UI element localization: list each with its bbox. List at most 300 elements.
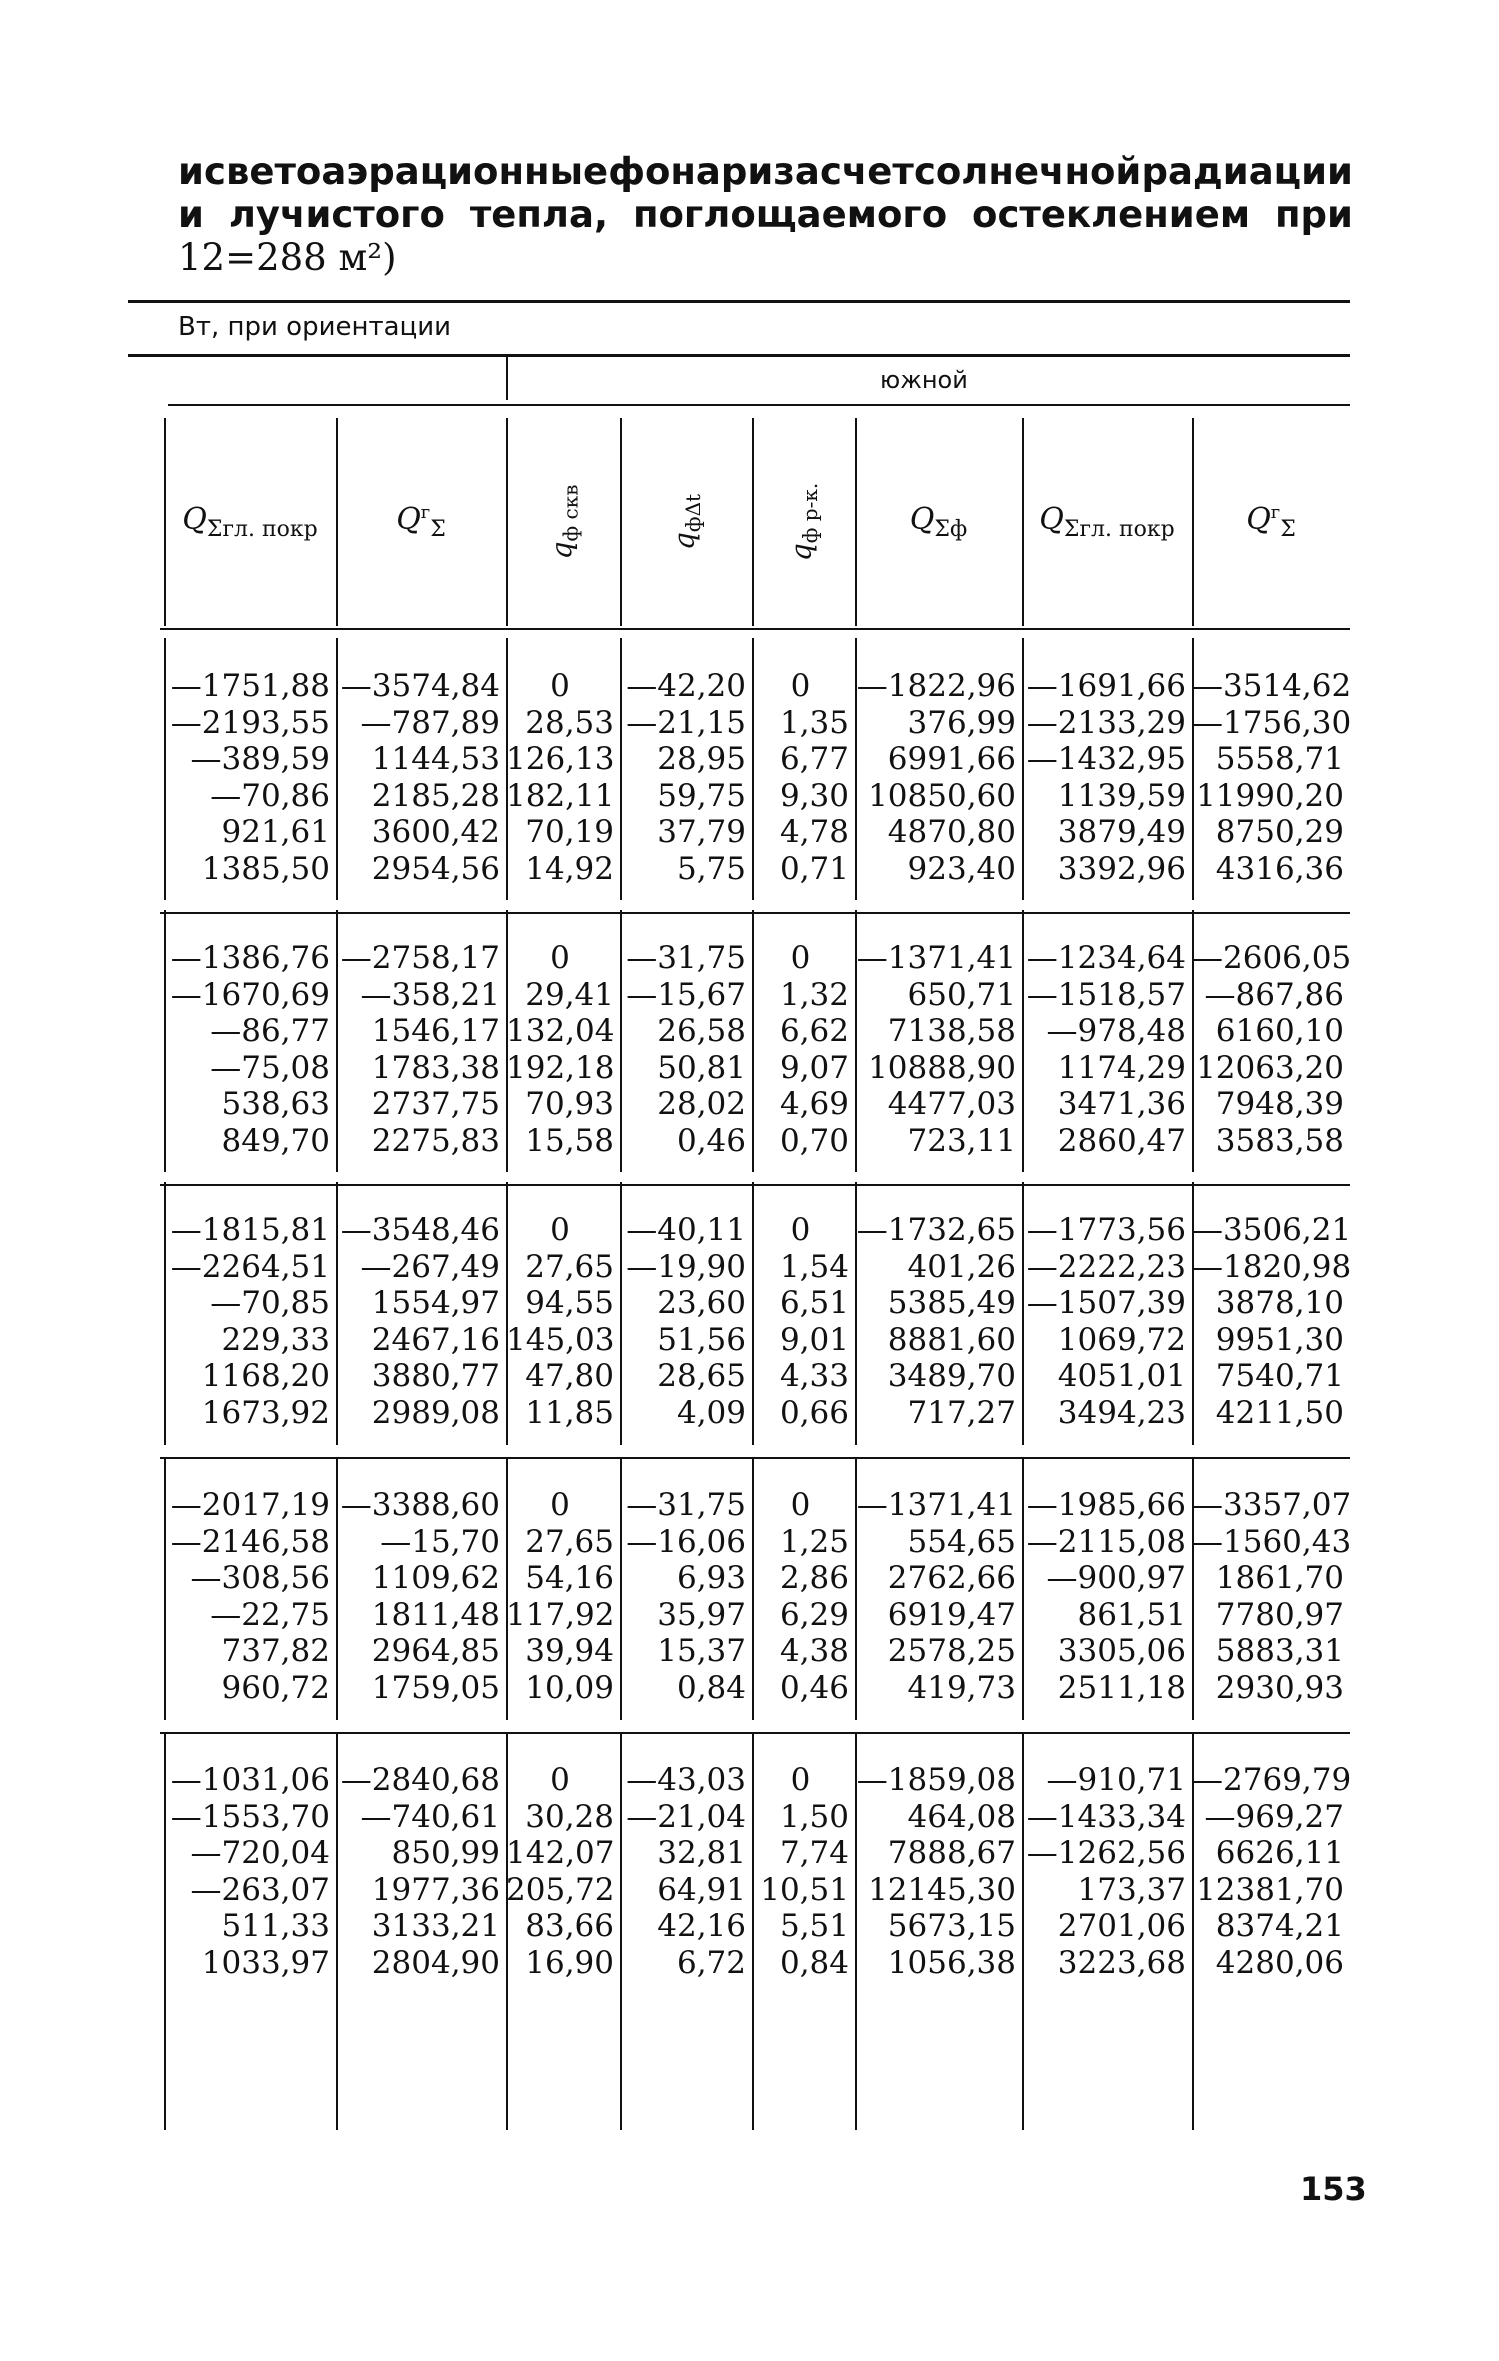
table-cell: 5,51 bbox=[779, 1908, 849, 1944]
table-cell: —70,86 bbox=[210, 777, 330, 814]
rule-header-bottom bbox=[160, 628, 1350, 630]
table-cell: 1977,36 bbox=[371, 1871, 500, 1908]
table-cell: 70,19 bbox=[525, 814, 614, 850]
table-cell: 14,92 bbox=[525, 850, 614, 887]
subscript-text: Σгл. покр bbox=[206, 517, 318, 542]
table-cell: 511,33 bbox=[221, 1908, 330, 1944]
table-cell: —1815,81 bbox=[170, 1212, 330, 1248]
table-cell: 1,32 bbox=[779, 976, 849, 1013]
table-cell: 28,95 bbox=[657, 741, 746, 777]
table-cell: 54,16 bbox=[525, 1560, 614, 1596]
table-cell: —3548,46 bbox=[340, 1212, 500, 1248]
caption-word: поглощаемого bbox=[632, 193, 948, 236]
table-cell: —1751,88 bbox=[170, 668, 330, 704]
table-cell: 126,13 bbox=[506, 741, 615, 777]
table-cell: 0 bbox=[550, 668, 570, 704]
table-cell: 4,33 bbox=[779, 1358, 849, 1394]
header-column-divider bbox=[620, 418, 622, 626]
subscript-text: фΔt bbox=[680, 493, 705, 533]
table-cell: —740,61 bbox=[360, 1798, 500, 1835]
table-cell: —1985,66 bbox=[1026, 1487, 1186, 1523]
table-cell: —1822,96 bbox=[856, 668, 1016, 704]
table-cell: 376,99 bbox=[907, 704, 1016, 741]
table-cell: 7,74 bbox=[779, 1835, 849, 1871]
table-cell: 1,25 bbox=[779, 1523, 849, 1560]
column-symbol bbox=[1039, 502, 1174, 542]
block-separator bbox=[160, 1732, 1350, 1734]
table-cell: 849,70 bbox=[221, 1122, 330, 1159]
symbol-text: q bbox=[784, 543, 818, 562]
subscript-text: Σф bbox=[934, 517, 968, 542]
table-cell: —1386,76 bbox=[170, 940, 330, 976]
table-cell: 1673,92 bbox=[201, 1394, 330, 1431]
table-cell: —31,75 bbox=[626, 1487, 746, 1523]
table-cell: 850,99 bbox=[391, 1835, 500, 1871]
symbol-text: Q bbox=[396, 502, 421, 537]
column-symbol bbox=[544, 485, 582, 560]
table-cell: 29,41 bbox=[525, 976, 614, 1013]
table-cell: —2115,08 bbox=[1026, 1523, 1186, 1560]
table-cell: 11990,20 bbox=[1196, 777, 1344, 814]
table-cell: 132,04 bbox=[506, 1013, 615, 1049]
superscript-text: г bbox=[420, 502, 431, 523]
table-cell: 59,75 bbox=[657, 777, 746, 814]
table-cell: 650,71 bbox=[907, 976, 1016, 1013]
table-cell: 5673,15 bbox=[887, 1908, 1016, 1944]
table-cell: —2769,79 bbox=[1192, 1762, 1352, 1798]
table-cell: 0 bbox=[790, 1762, 811, 1798]
table-cell: 0 bbox=[790, 1212, 811, 1248]
table-cell: 960,72 bbox=[221, 1669, 330, 1706]
table-cell: 538,63 bbox=[221, 1086, 330, 1122]
group-label: южной bbox=[880, 366, 968, 394]
symbol-text: Q bbox=[1039, 502, 1064, 537]
table-cell: 0,66 bbox=[779, 1394, 849, 1431]
caption-word: фонари bbox=[608, 150, 774, 193]
subscript-text: Σ bbox=[1280, 517, 1296, 542]
table-cell: 173,37 bbox=[1077, 1871, 1186, 1908]
table-cell: 717,27 bbox=[907, 1394, 1016, 1431]
table-cell: —1432,95 bbox=[1026, 741, 1186, 777]
table-cell: 7948,39 bbox=[1215, 1086, 1344, 1122]
table-cell: 6,72 bbox=[676, 1944, 746, 1981]
table-cell: —978,48 bbox=[1046, 1013, 1186, 1049]
table-cell: 4477,03 bbox=[887, 1086, 1016, 1122]
table-cell: 6919,47 bbox=[887, 1596, 1016, 1633]
table-cell: 10850,60 bbox=[868, 777, 1016, 814]
table-cell: —2017,19 bbox=[170, 1487, 330, 1523]
table-cell: 2,86 bbox=[779, 1560, 849, 1596]
table-cell: —3388,60 bbox=[340, 1487, 500, 1523]
caption-word: тепла, bbox=[469, 193, 609, 236]
table-cell: —1670,69 bbox=[170, 976, 330, 1013]
header-column-divider bbox=[1022, 418, 1024, 626]
table-cell: —3514,62 bbox=[1192, 668, 1352, 704]
table-cell: 10888,90 bbox=[868, 1049, 1016, 1086]
header-column-divider bbox=[855, 418, 857, 626]
table-cell: 1109,62 bbox=[371, 1560, 500, 1596]
table-cell: 8881,60 bbox=[887, 1321, 1016, 1358]
table-cell: —75,08 bbox=[210, 1049, 330, 1086]
table-cell: 5883,31 bbox=[1215, 1633, 1344, 1669]
table-cell: 2989,08 bbox=[371, 1394, 500, 1431]
table-cell: —2133,29 bbox=[1026, 704, 1186, 741]
table-cell: 51,56 bbox=[657, 1321, 746, 1358]
table-cell: 1861,70 bbox=[1215, 1560, 1344, 1596]
table-cell: —1433,34 bbox=[1026, 1798, 1186, 1835]
table-cell: 1759,05 bbox=[371, 1669, 500, 1706]
superscript-text: г bbox=[1270, 502, 1281, 523]
table-cell: —2264,51 bbox=[170, 1248, 330, 1285]
caption-word: и bbox=[178, 150, 204, 193]
page-number: 153 bbox=[1300, 2170, 1367, 2208]
subscript-text: ф р-к. bbox=[798, 482, 823, 544]
symbol-text: q bbox=[667, 532, 701, 551]
table-cell: 3600,42 bbox=[371, 814, 500, 850]
column-header bbox=[752, 418, 855, 626]
caption-word: светоаэрационные bbox=[204, 150, 609, 193]
table-cell: —2758,17 bbox=[340, 940, 500, 976]
table-cell: —21,04 bbox=[626, 1798, 746, 1835]
table-cell: 1174,29 bbox=[1057, 1049, 1186, 1086]
table-cell: —1773,56 bbox=[1026, 1212, 1186, 1248]
table-cell: 8374,21 bbox=[1215, 1908, 1344, 1944]
table-cell: —1756,30 bbox=[1192, 704, 1352, 741]
symbol-text: Q bbox=[909, 502, 935, 537]
table-cell: 83,66 bbox=[525, 1908, 614, 1944]
table-cell: —900,97 bbox=[1046, 1560, 1186, 1596]
table-cell: 923,40 bbox=[907, 850, 1016, 887]
caption-word: остеклением bbox=[972, 193, 1251, 236]
rule-top bbox=[128, 300, 1350, 303]
table-cell: 0,71 bbox=[779, 850, 849, 887]
table-cell: —2606,05 bbox=[1192, 940, 1352, 976]
header-column-divider bbox=[506, 418, 508, 626]
table-cell: 10,51 bbox=[760, 1871, 849, 1908]
header-column-divider bbox=[164, 418, 166, 626]
table-cell: 0 bbox=[550, 1212, 570, 1248]
table-cell: 3223,68 bbox=[1057, 1944, 1186, 1981]
table-cell: 0,46 bbox=[779, 1669, 849, 1706]
table-cell: 6,51 bbox=[779, 1285, 849, 1321]
table-cell: 1069,72 bbox=[1057, 1321, 1186, 1358]
table-cell: —3506,21 bbox=[1192, 1212, 1352, 1248]
table-cell: 4280,06 bbox=[1215, 1944, 1344, 1981]
table-cell: 0,84 bbox=[676, 1669, 746, 1706]
table-cell: —1820,98 bbox=[1192, 1248, 1352, 1285]
table-cell: —1560,43 bbox=[1192, 1523, 1352, 1560]
table-cell: —1518,57 bbox=[1026, 976, 1186, 1013]
table-cell: 6160,10 bbox=[1215, 1013, 1344, 1049]
table-cell: —22,75 bbox=[210, 1596, 330, 1633]
table-cell: 4,38 bbox=[779, 1633, 849, 1669]
table-cell: 117,92 bbox=[506, 1596, 615, 1633]
caption-word: и bbox=[178, 193, 204, 236]
table-cell: 28,65 bbox=[657, 1358, 746, 1394]
table-cell: 401,26 bbox=[907, 1248, 1016, 1285]
table-cell: 3494,23 bbox=[1057, 1394, 1186, 1431]
table-cell: 27,65 bbox=[525, 1523, 614, 1560]
table-cell: 2511,18 bbox=[1057, 1669, 1186, 1706]
caption-word: лучистого bbox=[228, 193, 445, 236]
table-cell: 1,54 bbox=[779, 1248, 849, 1285]
header-column-divider bbox=[336, 418, 338, 626]
column-header bbox=[620, 418, 752, 626]
column-symbol bbox=[1246, 502, 1296, 542]
table-cell: 6,62 bbox=[779, 1013, 849, 1049]
table-cell: 3880,77 bbox=[371, 1358, 500, 1394]
table-cell: 7888,67 bbox=[887, 1835, 1016, 1871]
table-cell: 5,75 bbox=[676, 850, 746, 887]
table-cell: —86,77 bbox=[210, 1013, 330, 1049]
table-cell: —1371,41 bbox=[856, 940, 1016, 976]
table-cell: —70,85 bbox=[210, 1285, 330, 1321]
table-cell: —1691,66 bbox=[1026, 668, 1186, 704]
column-header bbox=[506, 418, 620, 626]
table-cell: 2804,90 bbox=[371, 1944, 500, 1981]
table-cell: 229,33 bbox=[221, 1321, 330, 1358]
caption-word: при bbox=[1274, 193, 1353, 236]
table-cell: 464,08 bbox=[907, 1798, 1016, 1835]
table-cell: —267,49 bbox=[360, 1248, 500, 1285]
table-cell: 12063,20 bbox=[1196, 1049, 1344, 1086]
table-cell: —720,04 bbox=[190, 1835, 330, 1871]
table-cell: 50,81 bbox=[657, 1049, 746, 1086]
table-cell: 7780,97 bbox=[1215, 1596, 1344, 1633]
table-cell: 0,84 bbox=[779, 1944, 849, 1981]
table-cell: —1553,70 bbox=[170, 1798, 330, 1835]
table-cell: 1385,50 bbox=[201, 850, 330, 887]
caption-word: солнечной bbox=[913, 150, 1142, 193]
column-symbol bbox=[785, 483, 823, 561]
table-cell: 10,09 bbox=[525, 1669, 614, 1706]
table-cell: —43,03 bbox=[626, 1762, 746, 1798]
table-cell: 35,97 bbox=[657, 1596, 746, 1633]
table-cell: —3357,07 bbox=[1192, 1487, 1352, 1523]
orientation-header: Вт, при ориентации bbox=[178, 312, 452, 342]
table-cell: —969,27 bbox=[1204, 1798, 1344, 1835]
table-cell: 0,46 bbox=[676, 1122, 746, 1159]
column-symbol bbox=[396, 502, 446, 542]
column-header bbox=[164, 418, 336, 626]
table-cell: —2222,23 bbox=[1026, 1248, 1186, 1285]
column-header bbox=[336, 418, 506, 626]
header-column-divider bbox=[752, 418, 754, 626]
table-cell: 94,55 bbox=[525, 1285, 614, 1321]
table-cell: 42,16 bbox=[657, 1908, 746, 1944]
table-cell: 11,85 bbox=[525, 1394, 614, 1431]
table-cell: 5385,49 bbox=[887, 1285, 1016, 1321]
table-cell: 4051,01 bbox=[1057, 1358, 1186, 1394]
column-header bbox=[1192, 418, 1350, 626]
table-cell: 15,58 bbox=[525, 1122, 614, 1159]
table-cell: 16,90 bbox=[525, 1944, 614, 1981]
table-cell: 28,53 bbox=[525, 704, 614, 741]
table-cell: —1234,64 bbox=[1026, 940, 1186, 976]
table-cell: —1031,06 bbox=[170, 1762, 330, 1798]
table-cell: 27,65 bbox=[525, 1248, 614, 1285]
table-cell: —1262,56 bbox=[1026, 1835, 1186, 1871]
table-cell: —15,70 bbox=[380, 1523, 500, 1560]
table-cell: —263,07 bbox=[190, 1871, 330, 1908]
table-cell: 47,80 bbox=[525, 1358, 614, 1394]
table-cell: 6991,66 bbox=[887, 741, 1016, 777]
table-cell: 1783,38 bbox=[371, 1049, 500, 1086]
table-cell: 3133,21 bbox=[371, 1908, 500, 1944]
group-divider bbox=[506, 356, 508, 400]
table-cell: 0 bbox=[790, 668, 811, 704]
table-cell: 2467,16 bbox=[371, 1321, 500, 1358]
table-cell: —1732,65 bbox=[856, 1212, 1016, 1248]
table-cell: 0 bbox=[550, 1487, 570, 1523]
table-cell: 4211,50 bbox=[1215, 1394, 1344, 1431]
table-cell: 554,65 bbox=[907, 1523, 1016, 1560]
table-cell: 32,81 bbox=[657, 1835, 746, 1871]
table-cell: 3471,36 bbox=[1057, 1086, 1186, 1122]
table-cell: 723,11 bbox=[907, 1122, 1016, 1159]
table-cell: 142,07 bbox=[506, 1835, 615, 1871]
table-cell: 5558,71 bbox=[1215, 741, 1344, 777]
table-cell: 3392,96 bbox=[1057, 850, 1186, 887]
table-cell: 70,93 bbox=[525, 1086, 614, 1122]
table-cell: 1,35 bbox=[779, 704, 849, 741]
table-cell: 192,18 bbox=[506, 1049, 615, 1086]
symbol-text: Q bbox=[1246, 502, 1271, 537]
table-cell: —19,90 bbox=[626, 1248, 746, 1285]
table-cell: 1811,48 bbox=[371, 1596, 500, 1633]
table-cell: 1139,59 bbox=[1057, 777, 1186, 814]
table-cell: 2964,85 bbox=[371, 1633, 500, 1669]
table-cell: 2737,75 bbox=[371, 1086, 500, 1122]
caption-line-2 bbox=[178, 193, 1353, 236]
caption-word: за bbox=[773, 150, 820, 193]
table-cell: 6,77 bbox=[779, 741, 849, 777]
table-cell: —2840,68 bbox=[340, 1762, 500, 1798]
table-cell: 37,79 bbox=[657, 814, 746, 850]
table-cell: 0 bbox=[550, 940, 570, 976]
header-column-divider bbox=[1192, 418, 1194, 626]
table-cell: 737,82 bbox=[221, 1633, 330, 1669]
subscript-text: Σгл. покр bbox=[1063, 517, 1175, 542]
table-cell: 2185,28 bbox=[371, 777, 500, 814]
column-symbol bbox=[667, 494, 705, 550]
table-cell: —42,20 bbox=[626, 668, 746, 704]
table-cell: 2275,83 bbox=[371, 1122, 500, 1159]
table-cell: 2860,47 bbox=[1057, 1122, 1186, 1159]
table-cell: 2762,66 bbox=[887, 1560, 1016, 1596]
block-separator bbox=[160, 1457, 1350, 1459]
table-cell: 0 bbox=[550, 1762, 570, 1798]
column-header bbox=[855, 418, 1022, 626]
table-cell: —867,86 bbox=[1204, 976, 1344, 1013]
table-cell: 3583,58 bbox=[1215, 1122, 1344, 1159]
table-cell: —16,06 bbox=[626, 1523, 746, 1560]
table-cell: 3489,70 bbox=[887, 1358, 1016, 1394]
table-cell: 145,03 bbox=[506, 1321, 615, 1358]
rule-group bbox=[168, 404, 1350, 406]
subscript-text: ф скв bbox=[557, 484, 582, 542]
table-cell: 1056,38 bbox=[887, 1944, 1016, 1981]
table-cell: 7138,58 bbox=[887, 1013, 1016, 1049]
table-cell: 9,07 bbox=[779, 1049, 849, 1086]
table-cell: 1546,17 bbox=[371, 1013, 500, 1049]
table-cell: —31,75 bbox=[626, 940, 746, 976]
table-cell: 6,29 bbox=[779, 1596, 849, 1633]
table-cell: 4,09 bbox=[676, 1394, 746, 1431]
table-cell: 2701,06 bbox=[1057, 1908, 1186, 1944]
table-cell: —910,71 bbox=[1046, 1762, 1186, 1798]
table-cell: 1,50 bbox=[779, 1798, 849, 1835]
table-cell: 0 bbox=[790, 940, 811, 976]
block-separator bbox=[160, 1184, 1350, 1186]
table-cell: 2930,93 bbox=[1215, 1669, 1344, 1706]
table-cell: 30,28 bbox=[525, 1798, 614, 1835]
table-cell: 3305,06 bbox=[1057, 1633, 1186, 1669]
table-cell: —15,67 bbox=[626, 976, 746, 1013]
caption-line-1 bbox=[178, 150, 1353, 193]
table-cell: 2954,56 bbox=[371, 850, 500, 887]
table-cell: 3879,49 bbox=[1057, 814, 1186, 850]
table-cell: 1144,53 bbox=[371, 741, 500, 777]
table-cell: —1859,08 bbox=[856, 1762, 1016, 1798]
table-cell: 4,78 bbox=[779, 814, 849, 850]
table-cell: 9,30 bbox=[779, 777, 849, 814]
caption-word: счет bbox=[819, 150, 914, 193]
table-cell: —3574,84 bbox=[340, 668, 500, 704]
table-cell: 2578,25 bbox=[887, 1633, 1016, 1669]
table-cell: 921,61 bbox=[221, 814, 330, 850]
table-cell: 6,93 bbox=[676, 1560, 746, 1596]
table-cell: —389,59 bbox=[190, 741, 330, 777]
table-cell: —787,89 bbox=[360, 704, 500, 741]
table-cell: 4,69 bbox=[779, 1086, 849, 1122]
table-cell: 12381,70 bbox=[1196, 1871, 1344, 1908]
table-cell: —40,11 bbox=[626, 1212, 746, 1248]
table-cell: 8750,29 bbox=[1215, 814, 1344, 850]
table-cell: —1507,39 bbox=[1026, 1285, 1186, 1321]
table-cell: 64,91 bbox=[657, 1871, 746, 1908]
table-cell: 23,60 bbox=[657, 1285, 746, 1321]
table-cell: 4870,80 bbox=[887, 814, 1016, 850]
rule-orientation bbox=[128, 354, 1350, 357]
table-cell: 0,70 bbox=[779, 1122, 849, 1159]
table-cell: 205,72 bbox=[506, 1871, 615, 1908]
table-caption bbox=[178, 150, 1353, 279]
table-cell: 3878,10 bbox=[1215, 1285, 1344, 1321]
column-symbol bbox=[182, 502, 317, 542]
table-cell: 9951,30 bbox=[1215, 1321, 1344, 1358]
table-cell: 12145,30 bbox=[868, 1871, 1016, 1908]
table-cell: 0 bbox=[790, 1487, 811, 1523]
caption-word: радиации bbox=[1141, 150, 1353, 193]
table-cell: 15,37 bbox=[657, 1633, 746, 1669]
table-cell: 1168,20 bbox=[201, 1358, 330, 1394]
column-symbol bbox=[910, 502, 967, 542]
table-cell: 1554,97 bbox=[371, 1285, 500, 1321]
table-cell: 39,94 bbox=[525, 1633, 614, 1669]
column-header bbox=[1022, 418, 1192, 626]
table-cell: 26,58 bbox=[657, 1013, 746, 1049]
table-cell: 1033,97 bbox=[201, 1944, 330, 1981]
subscript-text: Σ bbox=[430, 517, 446, 542]
table-cell: 419,73 bbox=[907, 1669, 1016, 1706]
table-cell: 182,11 bbox=[506, 777, 615, 814]
caption-line-3: 12=288 м²) bbox=[178, 236, 397, 279]
table-cell: 6626,11 bbox=[1215, 1835, 1344, 1871]
table-cell: 861,51 bbox=[1077, 1596, 1186, 1633]
table-cell: —308,56 bbox=[190, 1560, 330, 1596]
table-cell: 9,01 bbox=[779, 1321, 849, 1358]
